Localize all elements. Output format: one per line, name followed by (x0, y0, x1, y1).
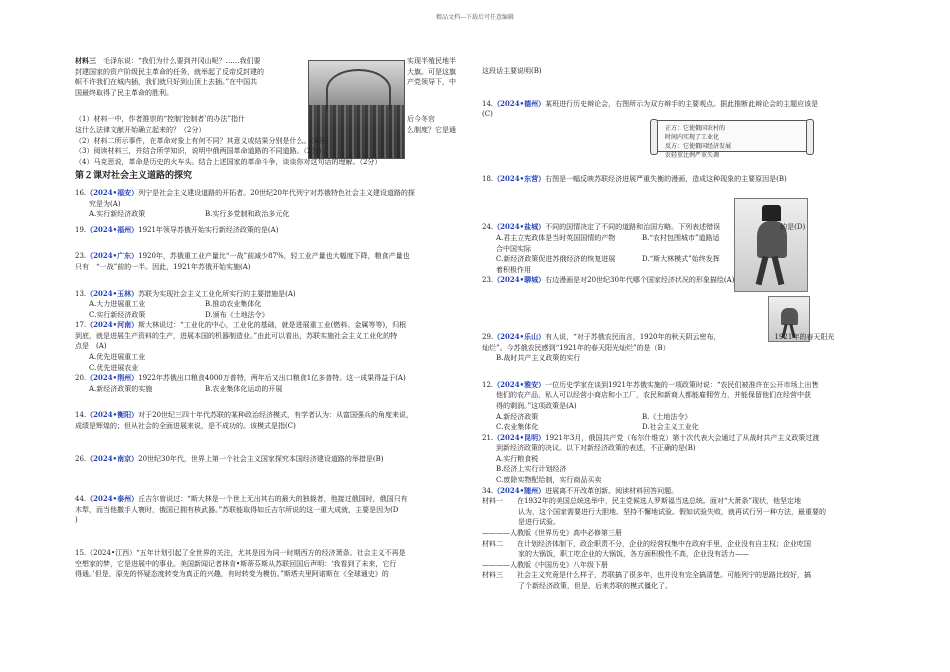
q-source: （2024•荆州） (86, 373, 139, 383)
q-num: 34. (482, 486, 494, 495)
material-label: 材料三 (482, 571, 503, 580)
q-text: 1921年领导苏俄开始实行新经济政策的是(A) (138, 225, 279, 234)
q-text: 到底，就是进展生产资料的生产，进展本国的机器制造业。”由此可以看出，苏联实施社会主义工业化的特 (75, 331, 398, 340)
q-source: （2024•昆明） (493, 432, 546, 442)
scroll-line: 时间内实现了工业化 (665, 134, 720, 141)
question-26 (75, 454, 470, 465)
q-source: （2024•乐山） (493, 331, 546, 341)
text-line: 后今冬官 (407, 115, 435, 123)
q-text: 的是(D) (780, 223, 806, 232)
q-text: 点是 (A) (75, 342, 107, 351)
question-19 (75, 225, 470, 236)
q-text: 1922年苏俄出口粮食4000万普特，两年后又出口粮食1亿多普特。这一成果得益于(A) (138, 374, 406, 383)
text-line: 家的大锅饭，职工吃企业的大锅饭，各方面积极性不高，企业没有活力—— (518, 550, 749, 559)
text-line: 在1932年的美国总统选举中，民主党候选人罗斯福当选总统。面对“大萧条”现状，他坚定地 (517, 497, 801, 506)
q-text: “五年计划引起了全世界的关注，尤其是因为同一时期西方的经济萧条。社会主义不再是 (136, 549, 406, 557)
question-side (407, 114, 456, 135)
material-source: ————人教版《中国历史》八年级下册 (482, 560, 608, 569)
q-num: 17. (75, 321, 87, 330)
q-text: 空想家的梦，它是进展中的事业。美国新闻记者林肯•斯蒂芬斯从苏联回国后声明：‘我看到了未来，它行 (75, 559, 397, 568)
question-14 (75, 410, 470, 431)
option: B.经济上实行计划经济 (496, 465, 567, 474)
q-num: 20. (75, 374, 87, 383)
text-line: 认为，这个国家需要进行大胆地、坚持不懈地试验。假如试验失败，就再试行另一种方法，最重要的 (518, 507, 826, 516)
material-label: 材料一 (482, 497, 503, 506)
q-text: 20世纪30年代，世界上第一个社会主义国家探究本国经济建设道路的举措是(B) (138, 454, 384, 463)
option: 着积极作用 (496, 265, 531, 274)
q-text: 有人说，“对于苏俄农民而言，1920年的秋天阴云密布， (545, 332, 721, 341)
q-text: 不同的国情决定了不同的道路和治国方略。下列表述错误 (545, 223, 721, 232)
material-source: ————人教版《世界历史》高中必修第三册 (482, 529, 622, 538)
q-num: 16. (75, 188, 87, 197)
q-num: 13. (75, 289, 87, 298)
q-text: 右图是一幅反映苏联经济进展严重失衡的漫画，造成这种现象的主要原因是(B) (545, 174, 787, 183)
question-17 (75, 320, 470, 373)
text-line: 毛泽东说：“我们为什么要到井冈山呢？……我们要 (103, 57, 261, 65)
question-44 (75, 494, 470, 526)
question-20 (75, 373, 470, 394)
option: D.颁布《土地法令》 (205, 310, 269, 319)
question-line: （4）马克思说，革命是历史的火车头。结合上述国家的革命斗争，谈谈你对这句话的理解。（2分） (75, 157, 382, 166)
question-line: （2）材料二所示事件，在革命对象上有何不同？其意义或结果分别是什么。（4分） (75, 136, 333, 145)
text-line: 在计划经济体制下，政企职责不分，企业的经营权集中在政府手里，企业没有自主权；企业吃国 (517, 539, 811, 548)
q-text: ) (75, 516, 78, 525)
q-source: （2024•聊城） (493, 275, 546, 285)
q-num: 29. (482, 332, 494, 341)
q-num: 18. (482, 174, 494, 183)
question-23b (482, 275, 868, 286)
text-line: 帜不许我们在城内插，我们就只好到山顶上去插。”在中国共 (75, 78, 258, 87)
material-2 (482, 539, 868, 571)
q-text: 得通。’但是，原先的怀疑态度转变为真正的兴趣，有时转变为模仿。”斯塔夫里阿诺斯在《全球通史》的 (75, 570, 389, 579)
q-source: （2024•南京） (86, 453, 139, 463)
option: 合中国实际 (496, 244, 531, 253)
option: A.实行粮食税 (496, 454, 539, 463)
option: B.战时共产主义政策的实行 (496, 354, 581, 363)
q-num: 24. (482, 223, 494, 232)
material3-side (407, 56, 456, 88)
q-text: 丘吉尔曾说过：“斯大林是一个世上无出其右的最大的独裁者，他接过俄国时，俄国只有 (138, 495, 408, 504)
option: B.《土地法令》 (642, 412, 692, 421)
q-text: 列宁是社会主义建设道路的开拓者。20世纪20年代列宁对苏俄特色社会主义建设道路的探 (138, 188, 415, 197)
option: B.推动农业集体化 (205, 300, 262, 309)
question-16 (75, 188, 470, 220)
q-text: 1921年3月，俄国共产党（布尔什维克）第十次代表大会通过了从战时共产主义政策过渡 (545, 433, 820, 442)
text-line: 了个新经济政策，但是，后来苏联的模式僵化了。 (518, 582, 672, 590)
material-label: 材料二 (482, 539, 503, 548)
q-num: 19. (75, 225, 87, 234)
q-text: 他们的农产品，私人可以经营小商店和小工厂，农民和新商人都能雇佣劳力，并能保留他们在经营中获 (496, 391, 811, 400)
question-18 (482, 174, 868, 185)
q-text: 到新经济政策的决议。以下对新经济政策的表述，不正确的是(B) (496, 444, 696, 453)
text-line: 么制度？它是通 (407, 125, 456, 134)
option: A.君主立宪政体是当时英国国情的产物 (496, 233, 616, 242)
q-source: （2024•东营） (493, 173, 546, 183)
option: C.实行新经济政策 (89, 310, 146, 319)
option: B.农业集体化运动的开展 (205, 384, 283, 393)
q-text: 苏联为实现社会主义工业化所实行的主要措施是(A) (138, 289, 296, 298)
option: D.社会主义工业化 (642, 423, 699, 432)
text-line: 国最终取得了民主革命的胜利。 (75, 88, 173, 97)
q-num: 44. (75, 495, 87, 504)
q-source: （2024•河南） (86, 320, 139, 330)
option: B.“农村包围城市”道路适 (642, 233, 720, 242)
q-source: （2024•福州） (86, 224, 139, 234)
q-text: 对于20世纪三四十年代苏联的某种政治经济模式，有学者认为：从富国强兵的角度来说， (138, 411, 414, 420)
question-24 (482, 222, 868, 275)
q-source: （2024•泰州） (86, 494, 139, 504)
option: A.实行新经济政策 (89, 210, 146, 219)
scroll-line: 农轻重比例严重失调 (665, 152, 720, 159)
question-14b (482, 99, 868, 120)
q-num: 23. (482, 276, 494, 285)
option: D.“斯大林模式”始终发挥 (642, 255, 720, 264)
section-title: 第２课对社会主义道路的探究 (75, 171, 193, 182)
q-source: （2024•福安） (86, 187, 139, 197)
question-13 (75, 289, 470, 321)
scroll-line: 正方：它使俄国农村的 (665, 125, 726, 132)
q-source: （2024•衡阳） (86, 410, 139, 420)
text-line: 社会主义究竟是什么样子，苏联搞了很多年，也并没有完全搞清楚。可能列宁的思路比较好，搞 (517, 571, 811, 580)
question-21 (482, 433, 868, 486)
q-text: 进展离不开改革创新。阅读材料回答问题。 (545, 486, 679, 495)
option: A.优先进展重工业 (89, 353, 146, 362)
q-num: 12. (482, 380, 494, 389)
text-line: 实现半殖民地半 (407, 57, 456, 65)
option: C.新经济政策促进苏俄经济的恢复进展 (496, 255, 616, 264)
q-source: （2024•玉林） (86, 288, 139, 298)
q-text: 成绩是辉煌的；但从社会的全面进展来说，是不成功的。该模式是指(C) (75, 422, 296, 431)
question-line: 这什么法律文献开始确立起来的？（2分） (75, 125, 206, 134)
q-text: (C) (482, 110, 493, 119)
page-header: 精品文档---下载后可任意编辑 (435, 14, 515, 21)
q-text: 得的剩润。”这项政策是(A) (496, 401, 577, 410)
q-text: 某班进行历史辩论会，右图所示为双方辩手的主要观点。据此推断此辩论会的主题应该是 (545, 99, 819, 108)
q-source: （2024•德州） (493, 98, 546, 108)
question-15 (75, 548, 470, 580)
q-num: 15. (75, 549, 87, 557)
q-text: 一位历史学家在谈到1921年苏俄实施的一项政策时说：“农民们被准许在公开市场上出售 (545, 380, 819, 389)
q-num: 26. (75, 454, 87, 463)
q-text: 只有 “一战”前的一半。因此，1921年苏俄开始实施(A) (75, 262, 251, 271)
material-1 (482, 496, 868, 538)
q-source: （2024•雅安） (493, 379, 546, 389)
q-text: 木犁，而当他撒手人寰时，俄国已拥有核武器。”苏联能取得如丘吉尔所说的这一重大成就，主要是因为(D (75, 505, 399, 514)
material3 (75, 56, 303, 98)
q-text: 这段话主要说明(B) (482, 67, 542, 75)
question-line: （3）阅读材料三，并结合所学知识，说明中俄两国革命道路的不同道路。（2分） (75, 147, 326, 156)
q-text: 1920年，苏俄重工业产量比“一战”前减少87%，轻工业产量也大幅度下降，粮食产量也 (138, 252, 410, 261)
question-12 (482, 380, 868, 433)
q-text: 斯大林说过：“工业化的中心，工业化的基础，就是进展重工业(燃料、金属等等)，归根 (138, 321, 407, 330)
option: A.新经济政策 (496, 412, 539, 421)
option: C.废除实物配给制，实行商品买卖 (496, 476, 602, 485)
q-text: 1921年的春天阳光 (774, 332, 835, 341)
right-column (482, 66, 868, 592)
text-line: 大旗。可是这旗 (407, 67, 456, 76)
material-label: 材料三 (75, 56, 96, 65)
q-num: 21. (482, 433, 494, 442)
question-34 (482, 486, 868, 497)
text-line: 产党领导下，中 (407, 78, 456, 87)
q-text: 究是为(A) (89, 199, 121, 208)
q-source: （2024•盐城） (493, 222, 546, 232)
question-line: （1）材料一中，作者推崇的“控制‘控制者’的办法”指什 (75, 115, 246, 124)
option: C.农业集体化 (496, 423, 539, 432)
material-3 (482, 570, 868, 591)
q-source: （2024•广东） (86, 251, 139, 261)
q-text: 右边漫画是对20世纪30年代哪个国家经济状况的形象描绘(A) (545, 276, 735, 285)
option: A.新经济政策的实施 (89, 384, 153, 393)
scroll-line: 反方：它使俄国经济发展 (665, 143, 732, 150)
question-23 (75, 251, 470, 272)
option: C.优先进展农业 (89, 363, 139, 372)
question-29 (482, 332, 868, 364)
q-source: （2024•随州） (493, 485, 546, 495)
text-line: 封建国家的资产阶级民主革命的任务，就举起了反帝反封建的 (75, 67, 264, 76)
q-source: （2024•江西） (86, 549, 137, 557)
q-text: 灿烂”。今苏俄农民感到“1921年的春天阳光灿烂”的是（B） (482, 343, 670, 352)
option: A.大力进展重工业 (89, 300, 146, 309)
q-num: 14. (482, 99, 494, 108)
q-num: 23. (75, 252, 87, 261)
text-line: 是进行试验。 (518, 518, 560, 527)
q-num: 14. (75, 411, 87, 420)
option: B.实行多党制和政治多元化 (205, 210, 290, 219)
